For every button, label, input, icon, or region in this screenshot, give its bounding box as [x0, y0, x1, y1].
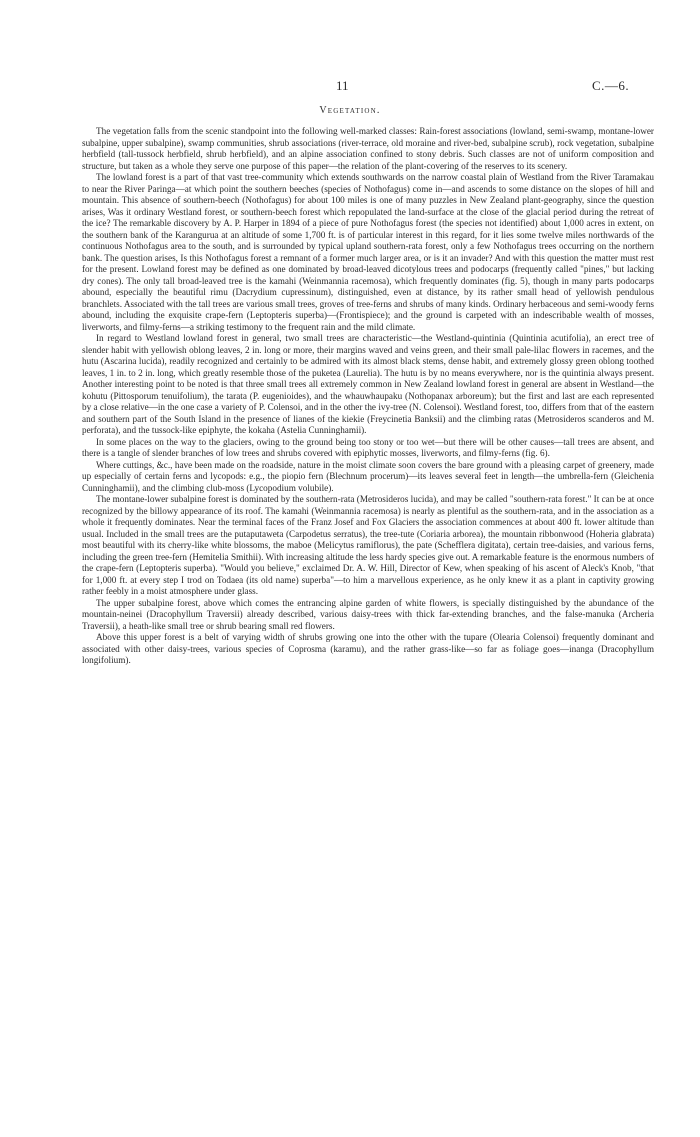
- body-text: [82, 126, 654, 667]
- section-title: Vegetation.: [319, 105, 381, 116]
- paragraph: The montane-lower subalpine forest is dominated by the southern-rata (Metrosideros lucida), and may be called "southern-rata forest." It can be at once recognized by the billowy appearance of its roof. The kamahi (Weinmannia racemosa) is nearly as plentiful as the southern-rata, and in the association as a whole it frequently dominates. Near the terminal faces of the Franz Josef and Fox Glaciers the association commences at about 400 ft. lower altitude than usual. Included in the small trees are the putaputaweta (Carpodetus serratus), the tree-tute (Coriaria arborea), the mountain ribbonwood (Hoheria glabrata) most beautiful with its cherry-like white blossoms, the maboe (Melicytus ramiflorus), the pate (Schefflera digitata), certain tree-daisies, and various ferns, including the green tree-fern (Hemitelia Smithii). With increasing altitude the less hardy species give out. A remarkable feature is the enormous numbers of the crape-fern (Leptopteris superba). "Would you believe," exclaimed Dr. A. W. Hill, Director of Kew, when speaking of his ascent of Aleck's Knob, "that for 1,000 ft. at every step I trod on Todaea (its old name) superba"—to him a marvellous experience, as he only knew it as a plant in captivity growing rather feebly in a moist atmosphere under glass.: [82, 494, 654, 596]
- paragraph: The lowland forest is a part of that vast tree-community which extends southwards on the narrow coastal plain of Westland from the River Taramakau to near the River Paringa—at which point the southern beeches (species of Nothofagus) come in—and ascends to some distance on the slopes of hill and mountain. This absence of southern-beech (Nothofagus) for about 100 miles is one of many puzzles in New Zealand plant-geography, since the question arises, Was it ordinary Westland forest, or southern-beech forest which repopulated the land-surface at the close of the glacial period during the retreat of the ice? The remarkable discovery by A. P. Harper in 1894 of a piece of pure Nothofagus forest (the species not identified) about 1,000 acres in extent, on the southern bank of the Karangurua at an altitude of some 1,700 ft. is of particular interest in this regard, for it lies some twelve miles northwards of the continuous Nothofagus area to the south, and is surrounded by typical upland southern-rata forest, only a few Nothofagus trees occurring on the northern bank. The question arises, Is this Nothofagus forest a remnant of a former much larger area, or is it an invader? And with this question the matter must rest for the present. Lowland forest may be defined as one dominated by broad-leaved dicotylous trees and podocarps (frequently called "pines," but lacking dry cones). The only tall broad-leaved tree is the kamahi (Weinmannia racemosa), which frequently dominates (fig. 5), though in many parts podocarps abound, especially the beautiful rimu (Dacrydium cupressinum), distinguished, even at distance, by its rather small head of yellowish pendulous branchlets. Associated with the tall trees are various small trees, groves of tree-ferns and shrubs of many kinds. Ordinary herbaceous and semi-woody ferns abound, including the exquisite crape-fern (Leptopteris superba)—(Frontispiece); and the ground is carpeted with an indescribable wealth of mosses, liverworts, and filmy-ferns—a striking testimony to the frequent rain and the mild climate.: [82, 172, 654, 332]
- page-header: [0, 78, 700, 98]
- paragraph: Where cuttings, &c., have been made on the roadside, nature in the moist climate soon covers the bare ground with a pleasing carpet of greenery, made up especially of certain ferns and lycopods: e.g., the piopio fern (Blechnum procerum)—its leaves several feet in length—the umbrella-fern (Gleichenia Cunninghamii), and the climbing club-moss (Lycopodium volubile).: [82, 459, 654, 493]
- paragraph: Above this upper forest is a belt of varying width of shrubs growing one into the other with the tupare (Olearia Colensoi) frequently dominant and associated with other daisy-trees, various species of Coprosma (karamu), and the rather grass-like—so far as foliage goes—inanga (Dracophyllum longifolium).: [82, 632, 654, 665]
- paragraph: The upper subalpine forest, above which comes the entrancing alpine garden of white flowers, is specially distinguished by the abundance of the mountain-neinei (Dracophyllum Traversii) already described, various daisy-trees with thick far-extending branches, and the false-manuka (Archeria Traversii), a heath-like small tree or shrub bearing small red flowers.: [82, 597, 654, 631]
- paragraph: The vegetation falls from the scenic standpoint into the following well-marked classes: Rain-forest associations (lowland, semi-swamp, montane-lower subalpine, upper subalpine), swamp communities, shrub associations (river-terrace, old moraine and river-bed, subalpine scrub), rock vegetation, subalpine herbfield (tall-tussock herbfield, shrub herbfield), and an alpine association confined to stony debris. Such classes are not of uniform composition and structure, but taken as a whole they serve one purpose of this paper—the relation of the plant-covering of the reserves to its scenery.: [82, 126, 654, 171]
- document-reference: C.—6.: [592, 78, 630, 93]
- page-number: 11: [336, 78, 349, 93]
- paragraph: In some places on the way to the glaciers, owing to the ground being too stony or too wet—but there will be other causes—tall trees are absent, and there is a tangle of slender branches of low trees and shrubs covered with epiphytic mosses, liverworts, and filmy-ferns (fig. 6).: [82, 436, 654, 458]
- paragraph: In regard to Westland lowland forest in general, two small trees are characteristic—the Westland-quintinia (Quintinia acutifolia), an erect tree of slender habit with yellowish oblong leaves, 2 in. long or more, their margins waved and veins green, and their small pale-lilac flowers in racemes, and the hutu (Ascarina lucida), readily recognized and certainly to be admired with its almost black stems, dense habit, and extremely glossy green oblong toothed leaves, 1 in. to 2 in. long, which greatly resemble those of the puketea (Laurelia). The hutu is by no means everywhere, nor is the quintinia always present. Another interesting point to be noted is that three small trees all extremely common in New Zealand lowland forest in general are absent in Westland—the kohutu (Pittosporum tenuifolium), the tarata (P. eugenioides), and the whauwhaupaku (Nothopanax arboreum); but the first and last are each represented by a close relative—in the one case a variety of P. Colensoi, and in the other the ivy-tree (N. Colensoi). Westland forest, too, differs from that of the eastern and southern part of the South Island in the presence of lianes of the kiekie (Freycinetia Banksii) and the climbing ratas (Metrosideros scanderos and M. perforata), and the tussock-like epiphyte, the kokaha (Astelia Cunninghamii).: [82, 333, 654, 435]
